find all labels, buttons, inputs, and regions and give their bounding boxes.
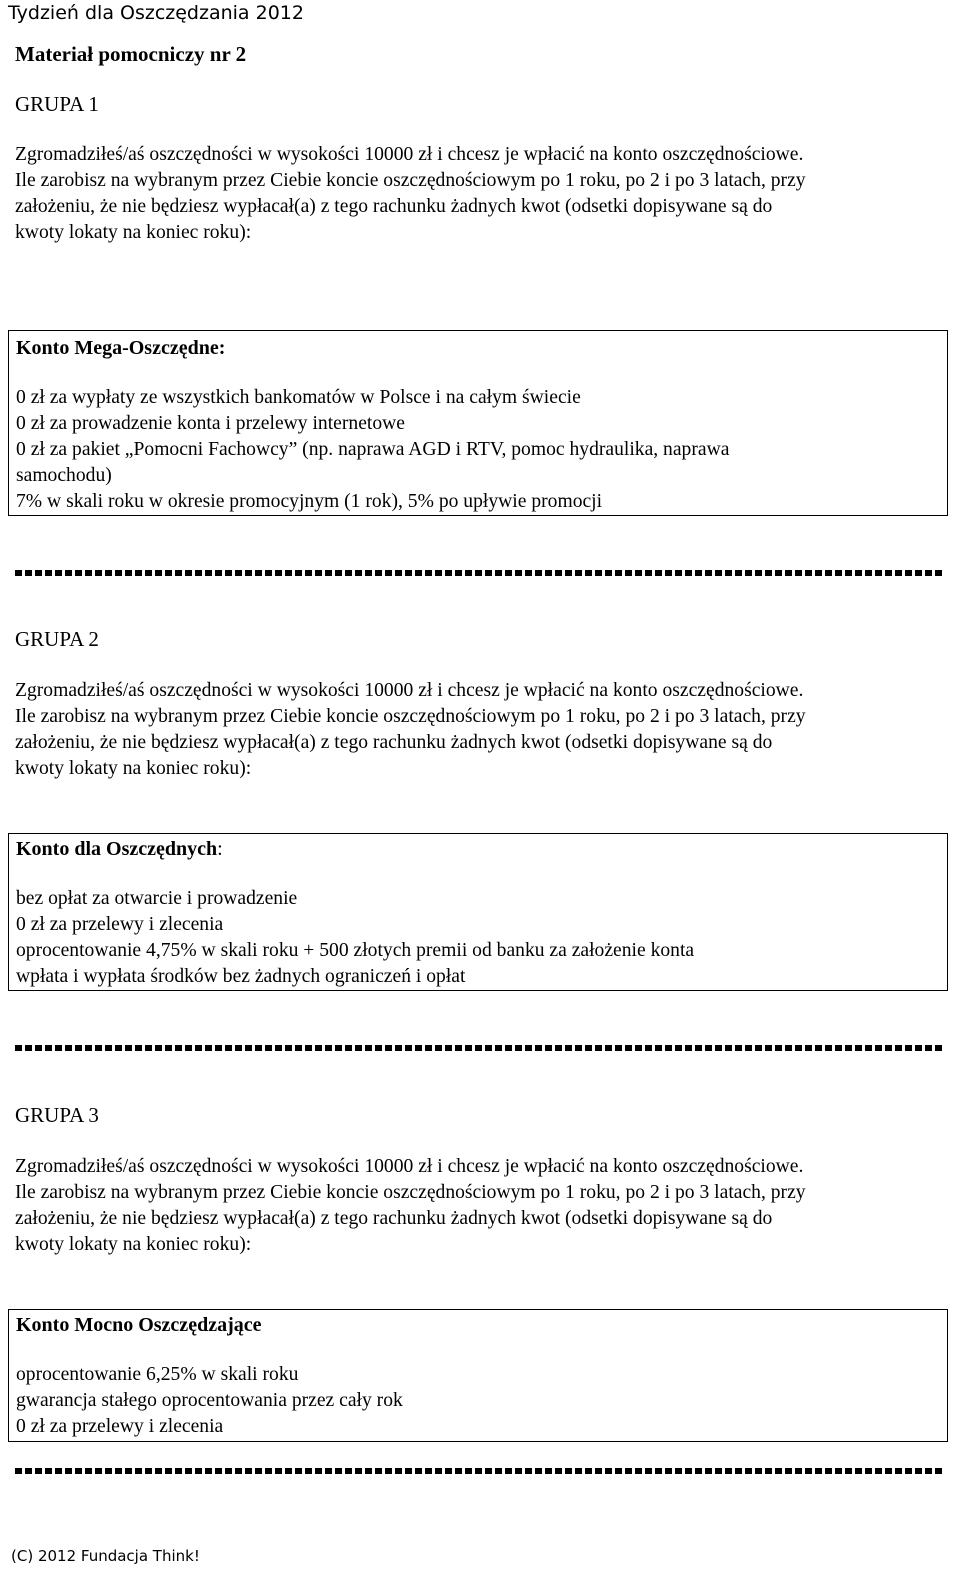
task-line: Zgromadziłeś/aś oszczędności w wysokości 10000 zł i chcesz je wpłacić na konto oszczędnościowe. (15, 1156, 804, 1177)
group-1-task (15, 142, 935, 246)
group-2-label: GRUPA 2 (15, 627, 99, 651)
offer-line: oprocentowanie 4,75% w skali roku + 500 złotych premii od banku za założenie konta (16, 940, 695, 961)
task-line: Ile zarobisz na wybranym przez Ciebie koncie oszczędnościowym po 1 roku, po 2 i po 3 latach, przy (15, 706, 806, 727)
offer-name-text: Konto Mocno Oszczędzające (16, 1314, 262, 1336)
offer-name (16, 836, 223, 862)
offer-name-suffix: : (217, 838, 223, 860)
page-footer: (C) 2012 Fundacja Think! (11, 1547, 200, 1565)
offer-name-text: Konto dla Oszczędnych (16, 838, 218, 860)
offer-line: oprocentowanie 6,25% w skali roku (16, 1364, 299, 1385)
task-line: Zgromadziłeś/aś oszczędności w wysokości 10000 zł i chcesz je wpłacić na konto oszczędnościowe. (15, 144, 804, 165)
offer-line: 0 zł za pakiet „Pomocni Fachowcy” (np. naprawa AGD i RTV, pomoc hydraulika, naprawa (16, 439, 730, 460)
offer-line: 0 zł za prowadzenie konta i przelewy internetowe (16, 413, 405, 434)
page-header: Tydzień dla Oszczędzania 2012 (8, 2, 304, 24)
task-line: kwoty lokaty na koniec roku): (15, 222, 252, 243)
group-2-offer-box (8, 833, 948, 991)
offer-line: 0 zł za przelewy i zlecenia (16, 1416, 224, 1437)
group-3-label: GRUPA 3 (15, 1103, 99, 1127)
offer-line: 0 zł za wypłaty ze wszystkich bankomatów w Polsce i na całym świecie (16, 387, 581, 408)
offer-line: wpłata i wypłata środków bez żadnych ograniczeń i opłat (16, 966, 466, 987)
offer-line: samochodu) (16, 465, 112, 486)
dotted-separator (15, 570, 945, 576)
offer-line: bez opłat za otwarcie i prowadzenie (16, 888, 298, 909)
task-line: Ile zarobisz na wybranym przez Ciebie koncie oszczędnościowym po 1 roku, po 2 i po 3 latach, przy (15, 1182, 806, 1203)
task-line: Zgromadziłeś/aś oszczędności w wysokości 10000 zł i chcesz je wpłacić na konto oszczędnościowe. (15, 680, 804, 701)
dotted-separator (15, 1045, 945, 1051)
offer-line: 7% w skali roku w okresie promocyjnym (1 rok), 5% po upływie promocji (16, 491, 603, 512)
offer-name (16, 1312, 261, 1338)
offer-line: gwarancja stałego oprocentowania przez cały rok (16, 1390, 403, 1411)
group-3-task (15, 1154, 935, 1258)
material-title: Materiał pomocniczy nr 2 (15, 42, 247, 66)
offer-name (16, 335, 225, 361)
offer-name-text: Konto Mega-Oszczędne: (16, 337, 226, 359)
group-3-offer-box (8, 1309, 948, 1442)
group-2-task (15, 678, 935, 782)
task-line: kwoty lokaty na koniec roku): (15, 1234, 252, 1255)
dotted-separator (15, 1468, 945, 1474)
offer-line: 0 zł za przelewy i zlecenia (16, 914, 224, 935)
task-line: Ile zarobisz na wybranym przez Ciebie koncie oszczędnościowym po 1 roku, po 2 i po 3 latach, przy (15, 170, 806, 191)
task-line: założeniu, że nie będziesz wypłacał(a) z tego rachunku żadnych kwot (odsetki dopisywane są do (15, 732, 773, 753)
task-line: założeniu, że nie będziesz wypłacał(a) z tego rachunku żadnych kwot (odsetki dopisywane są do (15, 1208, 773, 1229)
task-line: założeniu, że nie będziesz wypłacał(a) z tego rachunku żadnych kwot (odsetki dopisywane są do (15, 196, 773, 217)
group-1-label: GRUPA 1 (15, 92, 99, 116)
task-line: kwoty lokaty na koniec roku): (15, 758, 252, 779)
group-1-offer-box (8, 330, 948, 516)
